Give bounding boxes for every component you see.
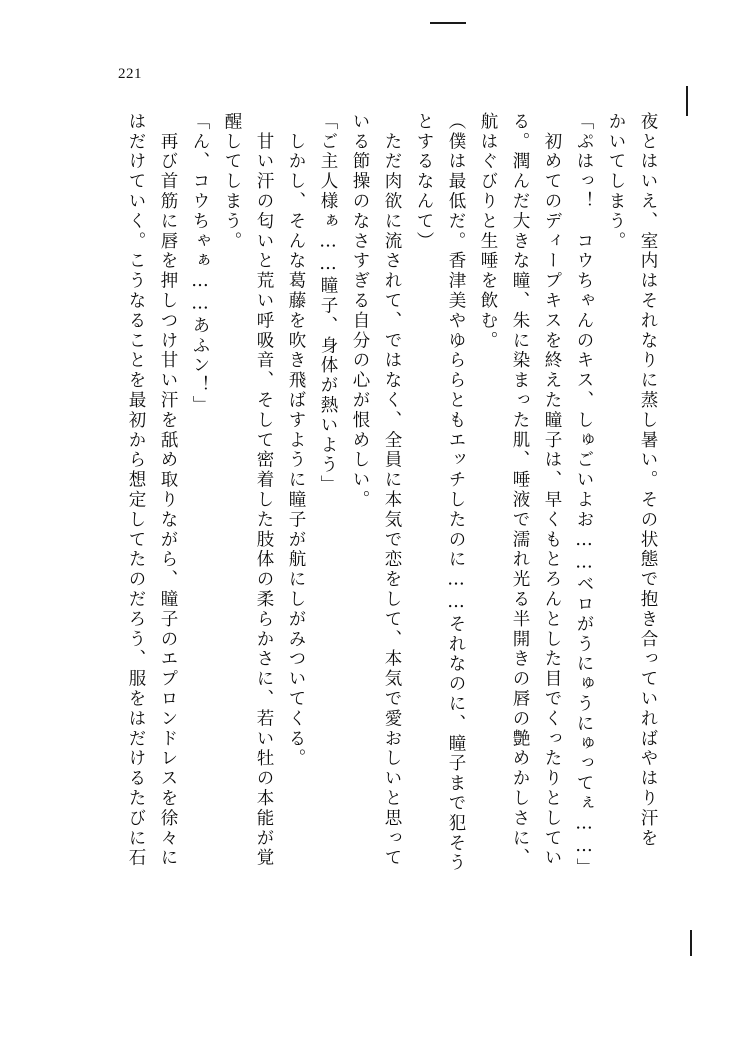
text-column: ただ肉欲に流されて、ではなく、全員に本気で恋をして、本気で愛おしいと思って: [382, 112, 402, 869]
text-column: とするなんて）: [414, 112, 434, 252]
page-number: 221: [118, 66, 142, 82]
text-column: 「ぷはっ！ コウちゃんのキス、しゅごいよお……ベロがうにゅうにゅってぇ……」: [574, 112, 594, 879]
text-column: 初めてのディープキスを終えた瞳子は、早くもとろんとした目でくったりとしてい: [542, 112, 562, 869]
text-column: 「ん、コウちゃぁ……あふン！」: [190, 112, 210, 416]
text-column: る。潤んだ大きな瞳、朱に染まった肌、唾液で濡れ光る半開きの唇の艶めかしさに、: [510, 112, 530, 869]
print-mark-right-top: [686, 86, 688, 116]
vertical-text-body: [96, 112, 656, 972]
text-column: 夜とはいえ、室内はそれなりに蒸し暑い。その状態で抱き合っていればやはり汗を: [638, 112, 658, 849]
print-mark-right-bottom: [690, 930, 692, 956]
text-column: かいてしまう。: [606, 112, 626, 252]
text-column: 醒してしまう。: [222, 112, 242, 252]
text-column: はだけていく。こうなることを最初から想定してたのだろう、服をはだけるたびに石: [126, 112, 146, 869]
text-column: しかし、そんな葛藤を吹き飛ばすように瞳子が航にしがみついてくる。: [286, 112, 306, 769]
text-column: 「ご主人様ぁ……瞳子、身体が熱いよう」: [318, 112, 338, 496]
text-column: 再び首筋に唇を押しつけ甘い汗を舐め取りながら、瞳子のエプロンドレスを徐々に: [158, 112, 178, 869]
text-column: いる節操のなさすぎる自分の心が恨めしい。: [350, 112, 370, 510]
print-mark-top: [430, 22, 466, 24]
text-column: 甘い汗の匂いと荒い呼吸音、そして密着した肢体の柔らかさに、若い牡の本能が覚: [254, 112, 274, 869]
text-column: （僕は最低だ。香津美やゆららともエッチしたのに……それなのに、瞳子まで犯そう: [446, 112, 466, 874]
text-column: 航はぐびりと生唾を飲む。: [478, 112, 498, 351]
